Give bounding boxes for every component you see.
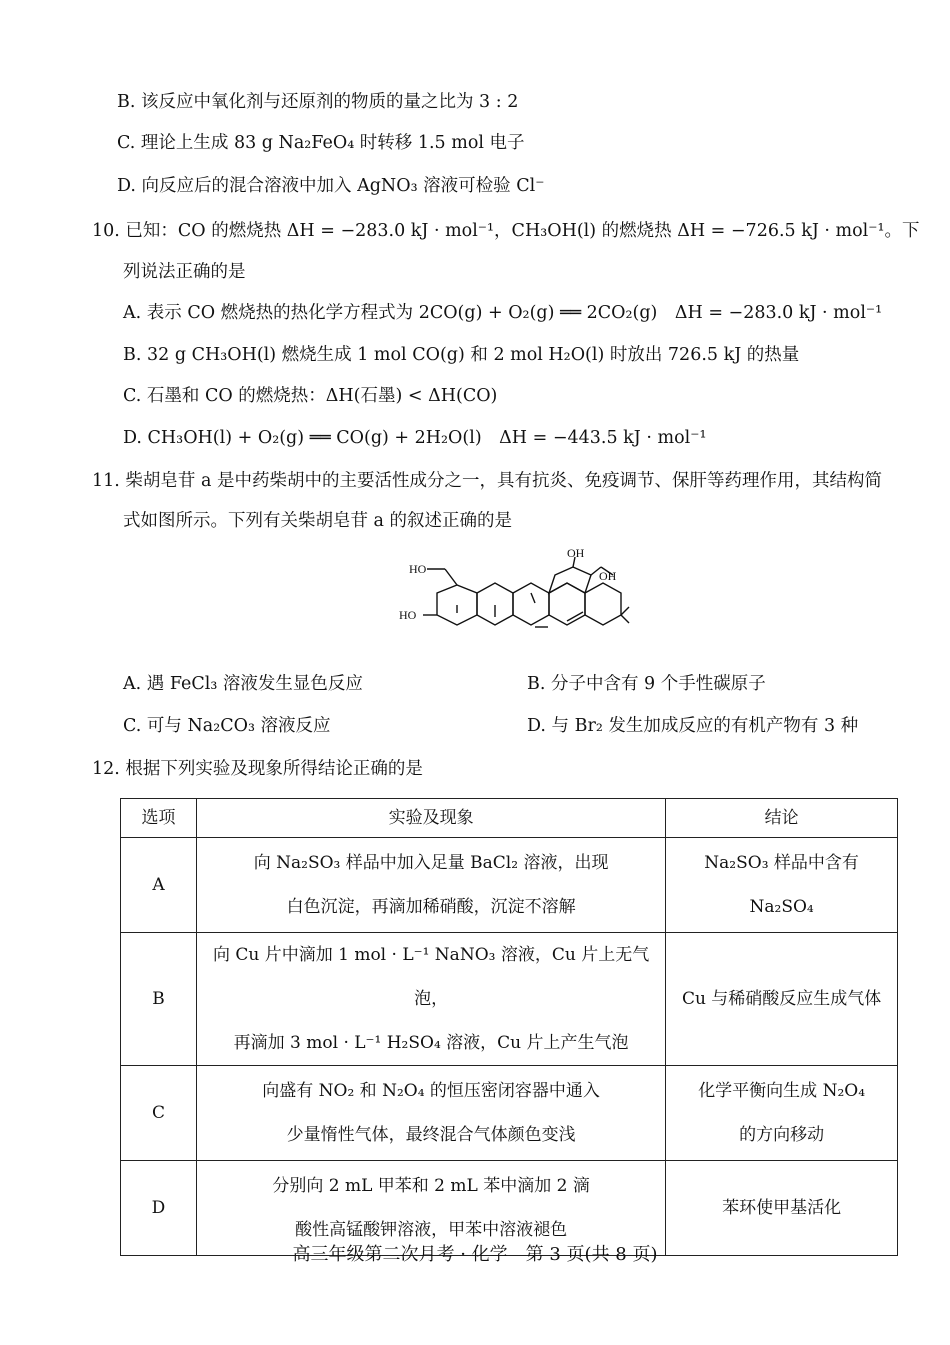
methyl-c bbox=[531, 593, 535, 603]
row-conclusion bbox=[666, 838, 898, 933]
conclusion-line: 化学平衡向生成 N₂O₄ bbox=[698, 1081, 866, 1101]
ho-label-top: HO bbox=[409, 562, 427, 576]
experiment-line: 向盛有 NO₂ 和 N₂O₄ 的恒压密闭容器中通入 bbox=[262, 1081, 600, 1101]
q10-option-c: C. 石墨和 CO 的燃烧热：ΔH(石墨) < ΔH(CO) bbox=[123, 386, 498, 406]
q9-option-b: B. 该反应中氧化剂与还原剂的物质的量之比为 3 : 2 bbox=[117, 92, 519, 112]
conclusion-line: 苯环使甲基活化 bbox=[722, 1198, 842, 1218]
ring-top bbox=[549, 567, 591, 593]
methyl-e2 bbox=[621, 607, 629, 615]
page-footer: 高三年级第二次月考 · 化学 第 3 页(共 8 页) bbox=[292, 1244, 658, 1265]
table-row bbox=[121, 933, 898, 1066]
q10-stem-line2: 列说法正确的是 bbox=[123, 262, 246, 282]
row-conclusion bbox=[666, 1066, 898, 1161]
row-option: A bbox=[121, 838, 197, 933]
header-experiment: 实验及现象 bbox=[196, 799, 665, 838]
methyl-e1 bbox=[621, 615, 629, 623]
q10-option-d: D. CH₃OH(l) + O₂(g) ══ CO(g) + 2H₂O(l) ΔH = −443.5 kJ · mol⁻¹ bbox=[123, 428, 707, 448]
header-conclusion: 结论 bbox=[666, 799, 898, 838]
oh-label-top: OH bbox=[567, 546, 585, 560]
q11-option-d: D. 与 Br₂ 发生加成反应的有机产物有 3 种 bbox=[527, 716, 859, 736]
q9-option-c: C. 理论上生成 83 g Na₂FeO₄ 时转移 1.5 mol 电子 bbox=[117, 133, 525, 153]
oh-label-right: OH bbox=[599, 569, 617, 583]
experiment-line: 向 Na₂SO₃ 样品中加入足量 BaCl₂ 溶液，出现 bbox=[253, 853, 609, 873]
q10-option-a: A. 表示 CO 燃烧热的热化学方程式为 2CO(g) + O₂(g) ══ 2CO₂(g) ΔH = −283.0 kJ · mol⁻¹ bbox=[123, 303, 883, 323]
row-option: C bbox=[121, 1066, 197, 1161]
table-row bbox=[121, 838, 898, 933]
q10-stem-line1: 10. 已知：CO 的燃烧热 ΔH = −283.0 kJ · mol⁻¹，CH₃OH(l) 的燃烧热 ΔH = −726.5 kJ · mol⁻¹。下 bbox=[92, 221, 920, 241]
experiment-line: 少量惰性气体，最终混合气体颜色变浅 bbox=[286, 1125, 576, 1145]
q11-option-a: A. 遇 FeCl₃ 溶液发生显色反应 bbox=[123, 674, 363, 694]
ho-label-left: HO bbox=[399, 608, 417, 622]
q12-stem: 12. 根据下列实验及现象所得结论正确的是 bbox=[92, 759, 423, 779]
header-option: 选项 bbox=[121, 799, 197, 838]
conclusion-line: Na₂SO₃ 样品中含有 Na₂SO₄ bbox=[704, 853, 859, 917]
row-experiment bbox=[196, 838, 665, 933]
row-option: B bbox=[121, 933, 197, 1066]
ch2-bond bbox=[445, 569, 457, 585]
double-bond-d bbox=[567, 612, 583, 621]
experiment-line: 白色沉淀，再滴加稀硝酸，沉淀不溶解 bbox=[286, 897, 576, 917]
q11-option-c: C. 可与 Na₂CO₃ 溶液反应 bbox=[123, 716, 331, 736]
q11-stem-line2: 式如图所示。下列有关柴胡皂苷 a 的叙述正确的是 bbox=[123, 511, 513, 531]
experiment-table bbox=[120, 798, 898, 1256]
q11-stem-line1: 11. 柴胡皂苷 a 是中药柴胡中的主要活性成分之一，具有抗炎、免疫调节、保肝等药理作用，其结构简 bbox=[92, 471, 882, 491]
table-row bbox=[121, 1066, 898, 1161]
q11-option-b: B. 分子中含有 9 个手性碳原子 bbox=[527, 674, 766, 694]
experiment-line: 再滴加 3 mol · L⁻¹ H₂SO₄ 溶液，Cu 片上产生气泡 bbox=[233, 1033, 629, 1053]
conclusion-line: 的方向移动 bbox=[739, 1125, 825, 1145]
saikosaponin-structure-figure bbox=[395, 545, 635, 645]
q10-option-b: B. 32 g CH₃OH(l) 燃烧生成 1 mol CO(g) 和 2 mol H₂O(l) 时放出 726.5 kJ 的热量 bbox=[123, 345, 800, 365]
experiment-line: 分别向 2 mL 甲苯和 2 mL 苯中滴加 2 滴 bbox=[272, 1176, 590, 1196]
table-header-row bbox=[121, 799, 898, 838]
row-conclusion bbox=[666, 933, 898, 1066]
row-experiment bbox=[196, 1066, 665, 1161]
row-experiment bbox=[196, 933, 665, 1066]
experiment-line: 酸性高锰酸钾溶液，甲苯中溶液褪色 bbox=[295, 1220, 568, 1240]
experiment-line: 向 Cu 片中滴加 1 mol · L⁻¹ NaNO₃ 溶液，Cu 片上无气泡， bbox=[212, 945, 650, 1009]
ring-c bbox=[513, 583, 549, 625]
ring-b bbox=[477, 583, 513, 625]
ring-e bbox=[585, 583, 621, 625]
row-option: D bbox=[121, 1161, 197, 1256]
q9-option-d: D. 向反应后的混合溶液中加入 AgNO₃ 溶液可检验 Cl⁻ bbox=[117, 176, 545, 196]
conclusion-line: Cu 与稀硝酸反应生成气体 bbox=[681, 989, 882, 1009]
